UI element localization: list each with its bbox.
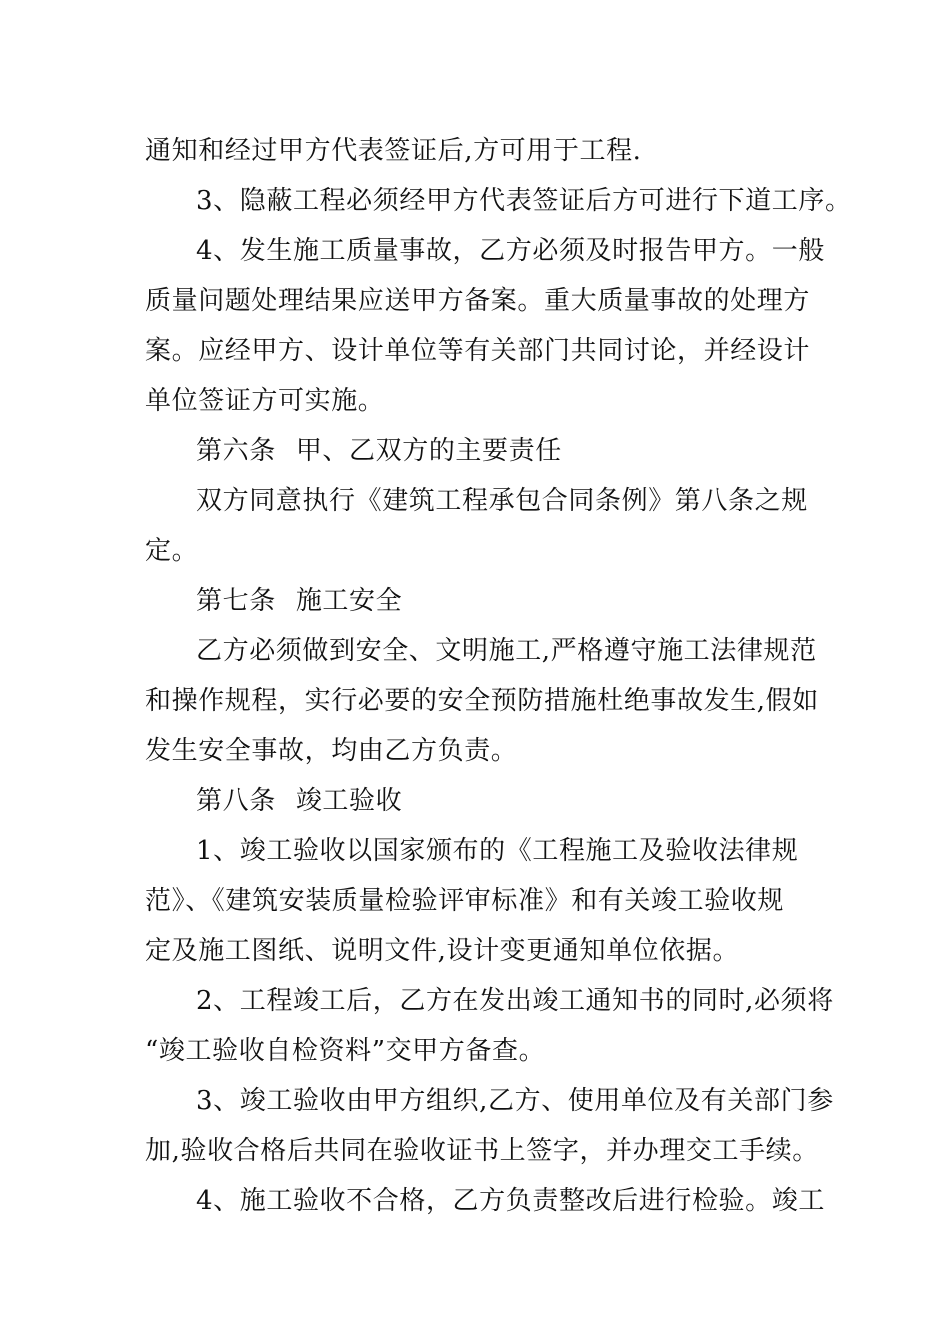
article-number: 第六条	[196, 436, 276, 466]
paragraph-line: 发生安全事故，均由乙方负责。	[145, 736, 518, 766]
article-title: 施工安全	[295, 586, 403, 616]
article-title: 甲、乙双方的主要责任	[295, 436, 562, 466]
article-number: 第七条	[196, 586, 276, 616]
paragraph-line: 定。	[145, 536, 199, 566]
paragraph-line: 乙方必须做到安全、文明施工,严格遵守施工法律规范	[196, 636, 817, 666]
paragraph-line: 3、隐蔽工程必须经甲方代表签证后方可进行下道工序。	[196, 186, 852, 216]
article-heading	[145, 776, 810, 826]
paragraph-line: “竣工验收自检资料”交甲方备查。	[145, 1036, 546, 1066]
paragraph-line: 案。应经甲方、设计单位等有关部门共同讨论，并经设计	[145, 336, 811, 366]
article-title: 竣工验收	[295, 786, 403, 816]
paragraph-line: 2、工程竣工后，乙方在发出竣工通知书的同时,必须将	[196, 986, 834, 1016]
paragraph-line: 加,验收合格后共同在验收证书上签字，并办理交工手续。	[145, 1136, 819, 1166]
article-number: 第八条	[196, 786, 276, 816]
article-heading	[145, 576, 810, 626]
paragraph-line: 通知和经过甲方代表签证后,方可用于工程.	[145, 136, 642, 166]
article-heading	[145, 426, 810, 476]
paragraph-line: 单位签证方可实施。	[145, 386, 385, 416]
paragraph-line: 3、竣工验收由甲方组织,乙方、使用单位及有关部门参	[196, 1086, 834, 1116]
paragraph-line: 定及施工图纸、说明文件,设计变更通知单位依据。	[145, 936, 740, 966]
paragraph-line: 范》、《建筑安装质量检验评审标准》和有关竣工验收规	[145, 886, 785, 916]
paragraph-line: 4、发生施工质量事故，乙方必须及时报告甲方。一般	[196, 236, 825, 266]
paragraph-line: 双方同意执行《建筑工程承包合同条例》第八条之规	[196, 486, 808, 516]
paragraph-line: 质量问题处理结果应送甲方备案。重大质量事故的处理方	[145, 286, 811, 316]
paragraph-line: 4、施工验收不合格，乙方负责整改后进行检验。竣工	[196, 1186, 825, 1216]
document-body	[145, 126, 852, 1226]
paragraph-line: 1、竣工验收以国家颁布的《工程施工及验收法律规	[196, 836, 799, 866]
paragraph-line: 和操作规程，实行必要的安全预防措施杜绝事故发生,假如	[145, 686, 819, 716]
